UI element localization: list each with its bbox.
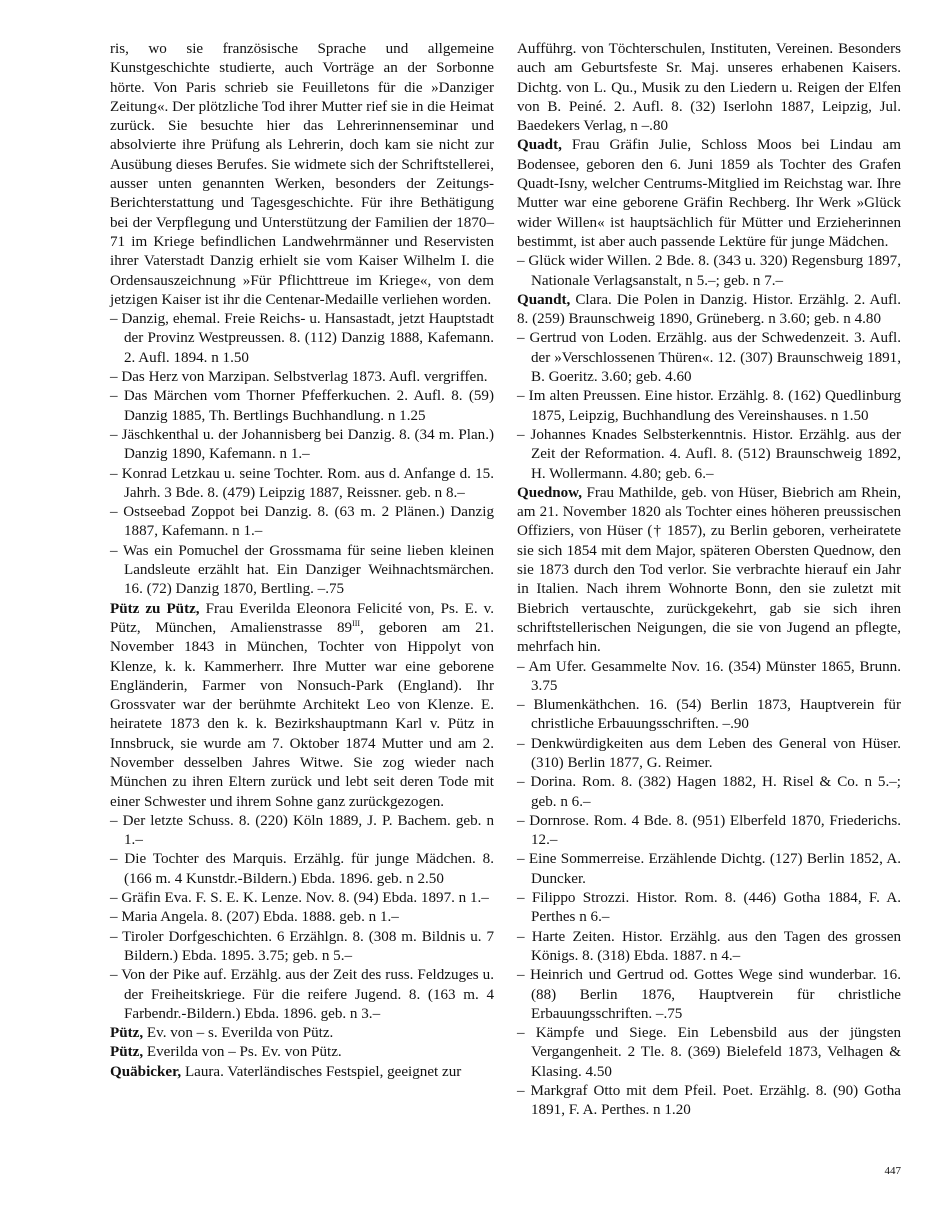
entry-bio: Clara. Die Polen in Danzig. Histor. Erzählg. 2. Aufl. 8. (259) Braunschweig 1890, Grüneberg. n 3.60; geb. n 4.80 bbox=[517, 291, 901, 328]
quaebicker-continuation: Aufführg. von Töchterschulen, Instituten, Vereinen. Besonders auch am Geburtsfeste Sr. Maj. unseres erhabenen Kaisers. Dichtg. von L. Qu., Musik zu den Liedern u. Reigen der Elfen von B. Peiné. 2. Aufl. 8. (32) Iserlohn 1887, Leipzig, Jul. Baedekers Verlag, n –.80 bbox=[517, 41, 901, 135]
work-item: – Das Märchen vom Thorner Pfefferkuchen. 2. Aufl. 8. (59) Danzig 1885, Th. Bertlings Buchhandlung. n 1.25 bbox=[110, 388, 494, 424]
work-item: – Danzig, ehemal. Freie Reichs- u. Hansastadt, jetzt Hauptstadt der Provinz Westpreussen. 8. (112) Danzig 1888, Kafemann. 2. Aufl. 1894. n 1.50 bbox=[110, 311, 494, 366]
entry-text: Ev. von – s. Everilda von Pütz. bbox=[146, 1025, 334, 1042]
work-item: – Dorina. Rom. 8. (382) Hagen 1882, H. Risel & Co. n 5.–; geb. n 6.– bbox=[517, 774, 901, 810]
work-item: – Der letzte Schuss. 8. (220) Köln 1889, J. P. Bachem. geb. n 1.– bbox=[110, 812, 494, 849]
entry-bio-continued: , geboren am 21. November 1843 in München, Tochter von Hippolyt von Klenze, k. k. Kammerherr. Ihre Mutter war eine geborene Engländerin, Farmer von Nonsuch-Park (England). Ihr Grossvater war der berühmte Architekt Leo von Klenze. E. heiratete 1873 den k. k. Bezirkshauptmann Karl v. Pütz in Innsbruck, sie wurde am 7. Oktober 1874 Mutter und am 2. November desselben Jahres Witwe. Sie zog wieder nach München zu ihren Eltern zurück und lebt seit deren Tode mit einer Schwester und ihrem Sohne ganz zurückgezogen. bbox=[110, 619, 495, 810]
entry-puetz-reference-1 bbox=[110, 1024, 494, 1043]
entry-text: Everilda von – Ps. Ev. von Pütz. bbox=[146, 1044, 342, 1061]
work-item: – Jäschkenthal u. der Johannisberg bei Danzig. 8. (34 m. Plan.) Danzig 1890, Kafemann. n 1.– bbox=[110, 426, 494, 463]
work-item: – Am Ufer. Gesammelte Nov. 16. (354) Münster 1865, Brunn. 3.75 bbox=[517, 658, 901, 694]
work-item: – Gertrud von Loden. Erzählg. aus der Schwedenzeit. 3. Aufl. der »Verschlossenen Thüren«. 12. (307) Braunschweig 1891, B. Goeritz. 3.60; geb. 4.60 bbox=[517, 330, 901, 386]
entry-name: Quäbicker, bbox=[110, 1063, 182, 1080]
work-item: – Von der Pike auf. Erzählg. aus der Zeit des russ. Feldzuges u. der Freiheitskriege. Für die reifere Jugend. 8. (163 m. 4 Farbendr.-Bildern.) Ebda. 1896. geb. n 3.– bbox=[110, 967, 494, 1022]
entry-quaebicker bbox=[110, 1063, 494, 1082]
work-item: – Heinrich und Gertrud od. Gottes Wege sind wunderbar. 16. (88) Berlin 1876, Hauptverein für christliche Erbauungsschriften. –.75 bbox=[517, 967, 901, 1022]
entry-name: Pütz, bbox=[110, 1044, 144, 1061]
work-item: – Dornrose. Rom. 4 Bde. 8. (951) Elberfeld 1870, Friederichs. 12.– bbox=[517, 812, 901, 849]
page-number: 447 bbox=[884, 1165, 901, 1177]
entry-bio: Frau Everilda Eleonora Felicité von, Ps. E. v. Pütz, München, Amalienstrasse 89 bbox=[110, 600, 494, 636]
work-item: – Filippo Strozzi. Histor. Rom. 8. (446) Gotha 1884, F. A. Perthes n 6.– bbox=[517, 890, 901, 926]
entry-quednow bbox=[517, 484, 901, 658]
entry-name: Pütz zu Pütz, bbox=[110, 600, 200, 617]
work-item: – Ostseebad Zoppot bei Danzig. 8. (63 m. 2 Plänen.) Danzig 1887, Kafemann. n 1.– bbox=[110, 504, 494, 540]
work-item: – Was ein Pomuchel der Grossmama für seine lieben kleinen Landsleute erzählt hat. Ein Danziger Weihnachtsmärchen. 16. (72) Danzig 1870, Bertling. –.75 bbox=[110, 542, 494, 598]
entry-name: Pütz, bbox=[110, 1025, 144, 1042]
work-item: – Im alten Preussen. Eine histor. Erzählg. 8. (162) Quedlinburg 1875, Leipzig, Buchhandlung des Vereinshauses. n 1.50 bbox=[517, 388, 901, 424]
work-item: – Gräfin Eva. F. S. E. K. Lenze. Nov. 8. (94) Ebda. 1897. n 1.– bbox=[110, 890, 489, 907]
entry-name: Quandt, bbox=[517, 291, 571, 308]
entry-name: Quednow, bbox=[517, 484, 583, 501]
entry-puetz-reference-2 bbox=[110, 1043, 494, 1062]
work-item: – Glück wider Willen. 2 Bde. 8. (343 u. 320) Regensburg 1897, Nationale Verlagsanstalt, n 5.–; geb. n 7.– bbox=[517, 253, 901, 289]
entry-quandt bbox=[517, 291, 901, 330]
work-item: – Harte Zeiten. Histor. Erzählg. aus den Tagen des grossen Königs. 8. (318) Ebda. 1887. n 4.– bbox=[517, 928, 901, 964]
work-item: – Johannes Knades Selbsterkenntnis. Histor. Erzählg. aus der Zeit der Reformation. 4. Aufl. 8. (512) Braunschweig 1892, H. Wollermann. 4.80; geb. 6.– bbox=[517, 426, 901, 482]
work-item: – Maria Angela. 8. (207) Ebda. 1888. geb. n 1.– bbox=[110, 909, 399, 926]
left-column bbox=[110, 40, 494, 1082]
work-item: – Eine Sommerreise. Erzählende Dichtg. (127) Berlin 1852, A. Duncker. bbox=[517, 851, 901, 887]
work-item: – Das Herz von Marzipan. Selbstverlag 1873. Aufl. vergriffen. bbox=[110, 369, 488, 386]
work-item: – Blumenkäthchen. 16. (54) Berlin 1873, Hauptverein für christliche Erbauungsschriften. –.90 bbox=[517, 697, 901, 733]
entry-puetz-zu-puetz bbox=[110, 600, 494, 812]
entry-bio: Frau Mathilde, geb. von Hüser, Biebrich am Rhein, am 21. November 1820 als Tochter eines höheren preussischen Offiziers, von Hüser († 1857), zu Berlin geboren, verheiratete sie sich 1854 mit dem Major, späteren Obersten Quednow, den sie 1873 durch den Tod verlor. Sie verbrachte hierauf ein Jahr in Italien. Nach ihrem Wohnorte Bonn, den sie zuletzt mit Biebrich vertauschte, zurückgekehrt, gab sie sich ihren schriftstellerischen Neigungen, die sie von Jugend an pflegte, mehrfach hin. bbox=[517, 484, 901, 656]
intro-paragraph: ris, wo sie französische Sprache und allgemeine Kunstgeschichte studierte, auch Vorträge an der Sorbonne hörte. Von Paris schrieb sie Feuilletons für die »Danziger Zeitung«. Der plötzliche Tod ihrer Mutter rief sie in die Heimat zurück. Sie besuchte hier das Lehrerinnenseminar und absolvierte ihre Prüfung als Lehrerin, doch kam sie nicht zur Ausübung dieses Berufes. Sie widmete sich der Schriftstellerei, ausser unten genannten Werken, besonders der Zeitungs-Berichterstattung und Tagesgeschichte. Für ihre Bethätigung bei der Verpflegung und Unterstützung der Familien der 1870–71 im Kriege befindlichen Landwehrmänner und Reservisten ihrer Vaterstadt Danzig erhielt sie vom Kaiser Wilhelm I. die Ordensauszeichnung »Für Pflichttreue im Kriege«, von dem jetzigen Kaiser ist ihr die Centenar-Medaille verliehen worden. bbox=[110, 41, 494, 308]
work-item: – Denkwürdigkeiten aus dem Leben des General von Hüser. (310) Berlin 1877, G. Reimer. bbox=[517, 735, 901, 771]
work-item: – Tiroler Dorfgeschichten. 6 Erzählgn. 8. (308 m. Bildnis u. 7 Bildern.) Ebda. 1895. 3.75; geb. n 5.– bbox=[110, 928, 494, 964]
address-superscript: III bbox=[352, 618, 361, 628]
entry-name: Quadt, bbox=[517, 137, 562, 154]
entry-bio: Frau Gräfin Julie, Schloss Moos bei Lindau am Bodensee, geboren den 6. Juni 1859 als Tochter des Grafen Quadt-Isny, welcher Centrums-Mitglied im Reichstag war. Ihre Mutter war eine geborene Gräfin Rechberg. Ihr Werk »Glück wider Willen« ist hauptsächlich für Mütter und Erzieherinnen bestimmt, ist aber auch passende Lektüre für junge Mädchen. bbox=[517, 137, 901, 250]
entry-quadt bbox=[517, 136, 901, 252]
work-item: – Markgraf Otto mit dem Pfeil. Poet. Erzählg. 8. (90) Gotha 1891, F. A. Perthes. n 1.20 bbox=[517, 1083, 901, 1119]
work-item: – Die Tochter des Marquis. Erzählg. für junge Mädchen. 8. (166 m. 4 Kunstdr.-Bildern.) Ebda. 1896. geb. n 2.50 bbox=[110, 851, 494, 887]
work-item: – Konrad Letzkau u. seine Tochter. Rom. aus d. Anfange d. 15. Jahrh. 3 Bde. 8. (479) Leipzig 1887, Reissner. geb. n 8.– bbox=[110, 465, 494, 501]
entry-text: Laura. Vaterländisches Festspiel, geeignet zur bbox=[184, 1063, 462, 1080]
work-item: – Kämpfe und Siege. Ein Lebensbild aus der jüngsten Vergangenheit. 2 Tle. 8. (369) Bielefeld 1873, Velhagen & Klasing. 4.50 bbox=[517, 1025, 901, 1080]
right-column bbox=[517, 40, 901, 1121]
